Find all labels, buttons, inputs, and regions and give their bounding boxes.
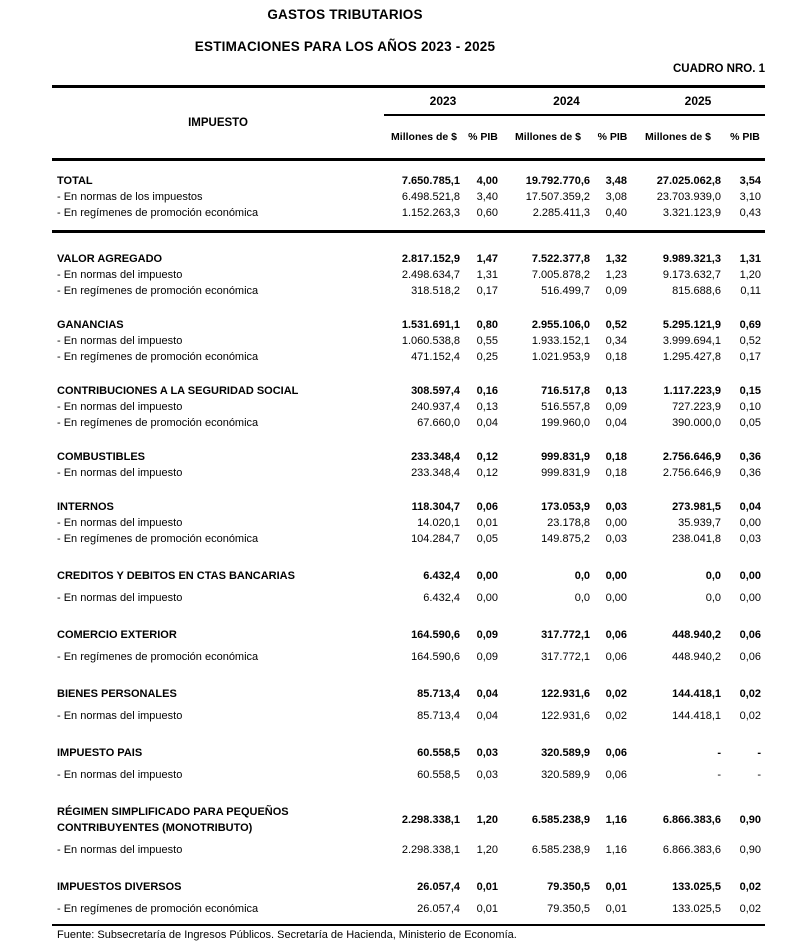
pib-value-cell: 0,18 — [605, 451, 627, 463]
pib-value-cell: 0,18 — [605, 351, 627, 363]
row-label: CONTRIBUCIONES A LA SEGURIDAD SOCIAL — [57, 385, 299, 397]
millones-value-cell: 144.418,1 — [672, 710, 721, 722]
pib-value-cell: 3,48 — [605, 175, 627, 187]
pib-value-cell: 0,43 — [739, 207, 761, 219]
millones-value-cell: 1.117.223,9 — [663, 385, 721, 397]
pib-value-cell: 0,00 — [739, 517, 761, 529]
pib-value-cell: 0,04 — [739, 501, 761, 513]
millones-value-cell: 2.756.646,9 — [662, 467, 721, 479]
row-label: - En normas del impuesto — [57, 769, 183, 781]
pib-value-cell: 0,00 — [476, 570, 498, 582]
millones-value-cell: 0,0 — [574, 570, 590, 582]
row-label: COMBUSTIBLES — [57, 451, 145, 463]
pib-value-cell: 0,55 — [476, 335, 498, 347]
row-label: TOTAL — [57, 175, 93, 187]
pib-value-cell: 0,10 — [739, 401, 761, 413]
row-label: - En normas del impuesto — [57, 710, 183, 722]
millones-value-cell: 2.955.106,0 — [531, 319, 590, 331]
millones-value-cell: 35.939,7 — [678, 517, 721, 529]
tax-category-row — [52, 449, 765, 465]
tax-category-row — [52, 383, 765, 399]
pib-value-cell: 0,05 — [476, 533, 498, 545]
millones-value-cell: 26.057,4 — [417, 903, 460, 915]
row-label: - En normas del impuesto — [57, 517, 183, 529]
millones-value-cell: 85.713,4 — [417, 710, 460, 722]
row-label: COMERCIO EXTERIOR — [57, 629, 177, 641]
pib-value-cell: 0,02 — [739, 881, 761, 893]
table-section — [52, 804, 765, 858]
millones-value-cell: 273.981,5 — [672, 501, 721, 513]
millones-value-cell: 6.498.521,8 — [401, 191, 460, 203]
row-label: - En normas del impuesto — [57, 592, 183, 604]
pib-value-cell: 0,02 — [605, 688, 627, 700]
pib-value-cell: 0,04 — [476, 710, 498, 722]
row-label: CREDITOS Y DEBITOS EN CTAS BANCARIAS — [57, 570, 295, 582]
pib-value-cell: 0,02 — [605, 710, 627, 722]
pib-value-cell: 0,05 — [739, 417, 761, 429]
tax-detail-row — [52, 842, 765, 858]
pib-value-cell: 0,17 — [739, 351, 761, 363]
millones-value-cell: 240.937,4 — [411, 401, 460, 413]
pib-value-cell: 0,00 — [605, 592, 627, 604]
row-label: - En normas del impuesto — [57, 401, 183, 413]
tax-detail-row — [52, 333, 765, 349]
pib-value-cell: 0,04 — [476, 688, 498, 700]
pib-value-cell: - — [757, 769, 761, 781]
millones-value-cell: 999.831,9 — [541, 451, 590, 463]
millones-value-cell: 133.025,5 — [672, 881, 721, 893]
table-section — [52, 568, 765, 606]
tax-detail-row — [52, 415, 765, 431]
millones-value-cell: 448.940,2 — [672, 651, 721, 663]
millones-value-cell: 320.589,9 — [541, 769, 590, 781]
pib-value-cell: 0,00 — [476, 592, 498, 604]
table-section — [52, 251, 765, 299]
millones-value-cell: 26.057,4 — [417, 881, 460, 893]
tax-category-row — [52, 251, 765, 267]
pib-value-cell: 1,31 — [739, 253, 761, 265]
pib-value-cell: 0,01 — [476, 517, 498, 529]
millones-value-cell: 815.688,6 — [672, 285, 721, 297]
millones-value-cell: 6.585.238,9 — [531, 814, 590, 826]
millones-value-cell: 6.866.383,6 — [662, 844, 721, 856]
millones-value-cell: 1.531.691,1 — [401, 319, 460, 331]
pib-value-cell: 0,02 — [739, 688, 761, 700]
millones-value-cell: 23.178,8 — [547, 517, 590, 529]
row-label: RÉGIMEN SIMPLIFICADO PARA PEQUEÑOS CONTRIBUYENTES (MONOTRIBUTO) — [57, 806, 289, 834]
millones-value-cell: 2.756.646,9 — [662, 451, 721, 463]
tax-category-row — [52, 173, 765, 189]
pib-value-cell: 0,12 — [476, 451, 498, 463]
millones-value-cell: 118.304,7 — [411, 501, 460, 513]
millones-value-cell: 448.940,2 — [672, 629, 721, 641]
pib-value-cell: 0,03 — [476, 747, 498, 759]
impuesto-column-header: IMPUESTO — [188, 117, 248, 129]
millones-value-cell: 2.498.634,7 — [401, 269, 460, 281]
row-label: - En regímenes de promoción económica — [57, 285, 259, 297]
millones-value-cell: 2.298.338,1 — [401, 844, 460, 856]
pib-value-cell: 0,90 — [739, 814, 761, 826]
pib-value-cell: 3,54 — [739, 175, 761, 187]
tax-detail-row — [52, 901, 765, 917]
pib-value-cell: 0,09 — [605, 285, 627, 297]
pib-value-cell: 1,16 — [605, 844, 627, 856]
millones-value-cell: 1.060.538,8 — [401, 335, 460, 347]
table-section — [52, 627, 765, 665]
section-divider-rule — [52, 230, 765, 233]
millones-value-cell: 199.960,0 — [541, 417, 590, 429]
millones-value-cell: 999.831,9 — [541, 467, 590, 479]
row-label: INTERNOS — [57, 501, 114, 513]
pib-value-cell: 4,00 — [476, 175, 498, 187]
tax-detail-row — [52, 531, 765, 547]
millones-value-cell: 1.295.427,8 — [662, 351, 721, 363]
row-label: BIENES PERSONALES — [57, 688, 177, 700]
tax-detail-row — [52, 767, 765, 783]
tax-detail-row — [52, 590, 765, 606]
millones-value-cell: 3.321.123,9 — [662, 207, 721, 219]
pib-value-cell: 1,47 — [476, 253, 498, 265]
tax-detail-row — [52, 205, 765, 221]
table-section — [52, 383, 765, 431]
year-column-header-2023: 2023 — [429, 94, 457, 108]
page-subtitle: ESTIMACIONES PARA LOS AÑOS 2023 - 2025 — [194, 39, 496, 54]
tax-category-row — [52, 568, 765, 584]
pib-value-cell: 0,09 — [476, 651, 498, 663]
millones-value-cell: 5.295.121,9 — [662, 319, 721, 331]
millones-value-cell: 320.589,9 — [541, 747, 590, 759]
pib-value-cell: 0,13 — [476, 401, 498, 413]
row-label: - En normas del impuesto — [57, 467, 183, 479]
pib-value-cell: 0,06 — [605, 629, 627, 641]
table-section — [52, 745, 765, 783]
pib-value-cell: 1,20 — [476, 844, 498, 856]
pib-value-cell: 0,15 — [739, 385, 761, 397]
millones-value-cell: 79.350,5 — [547, 881, 590, 893]
pib-value-cell: 0,01 — [605, 881, 627, 893]
millones-value-cell: 60.558,5 — [417, 747, 460, 759]
pib-value-cell: 0,03 — [739, 533, 761, 545]
pib-value-cell: 1,31 — [476, 269, 498, 281]
tax-category-row — [52, 879, 765, 895]
row-label: - En normas de los impuestos — [57, 191, 203, 203]
millones-value-cell: 0,0 — [705, 592, 721, 604]
millones-value-cell: 27.025.062,8 — [656, 175, 721, 187]
pib-value-cell: 0,06 — [739, 651, 761, 663]
pib-header-2025: % PIB — [730, 131, 760, 143]
millones-value-cell: 7.005.878,2 — [531, 269, 590, 281]
pib-value-cell: 0,01 — [605, 903, 627, 915]
row-label: - En regímenes de promoción económica — [57, 533, 259, 545]
pib-value-cell: 3,10 — [739, 191, 761, 203]
pib-value-cell: 0,04 — [605, 417, 627, 429]
pib-value-cell: 0,09 — [476, 629, 498, 641]
pib-value-cell: 0,12 — [476, 467, 498, 479]
millones-value-cell: 122.931,6 — [541, 688, 590, 700]
millones-value-cell: 1.021.953,9 — [531, 351, 590, 363]
pib-value-cell: 0,03 — [605, 501, 627, 513]
millones-value-cell: 516.557,8 — [541, 401, 590, 413]
millones-value-cell: 233.348,4 — [411, 467, 460, 479]
millones-value-cell: 727.223,9 — [672, 401, 721, 413]
pib-value-cell: 0,36 — [739, 467, 761, 479]
tax-detail-row — [52, 708, 765, 724]
pib-value-cell: 0,40 — [605, 207, 627, 219]
pib-value-cell: 1,23 — [605, 269, 627, 281]
millones-value-cell: 2.285.411,3 — [532, 207, 590, 219]
millones-value-cell: 6.866.383,6 — [662, 814, 721, 826]
millones-value-cell: 164.590,6 — [411, 651, 460, 663]
millones-header-2025: Millones de $ — [645, 131, 711, 143]
pib-value-cell: 1,16 — [605, 814, 627, 826]
millones-value-cell: 9.173.632,7 — [662, 269, 721, 281]
millones-value-cell: 308.597,4 — [411, 385, 460, 397]
millones-value-cell: 104.284,7 — [411, 533, 460, 545]
millones-value-cell: 23.703.939,0 — [656, 191, 721, 203]
millones-value-cell: 0,0 — [705, 570, 721, 582]
pib-value-cell: 3,40 — [476, 191, 498, 203]
year-column-header-2024: 2024 — [553, 94, 580, 108]
millones-value-cell: - — [717, 769, 721, 781]
millones-value-cell: 6.585.238,9 — [531, 844, 590, 856]
tax-detail-row — [52, 649, 765, 665]
pib-value-cell: 0,06 — [739, 629, 761, 641]
table-body — [52, 161, 765, 924]
millones-value-cell: 19.792.770,6 — [525, 175, 590, 187]
pib-header-2023: % PIB — [468, 131, 498, 143]
pib-value-cell: 0,69 — [739, 319, 761, 331]
year-column-header-2025: 2025 — [684, 94, 712, 108]
pib-value-cell: 0,80 — [476, 319, 498, 331]
tax-category-row — [52, 317, 765, 333]
row-label: IMPUESTO PAIS — [57, 747, 143, 759]
pib-value-cell: 0,06 — [605, 651, 627, 663]
millones-value-cell: 1.152.263,3 — [401, 207, 460, 219]
millones-value-cell: 238.041,8 — [672, 533, 721, 545]
pib-value-cell: 0,11 — [740, 285, 761, 297]
millones-value-cell: 2.817.152,9 — [401, 253, 460, 265]
tax-detail-row — [52, 515, 765, 531]
millones-value-cell: 233.348,4 — [411, 451, 460, 463]
millones-value-cell: 67.660,0 — [417, 417, 460, 429]
millones-value-cell: 9.989.321,3 — [662, 253, 721, 265]
table-section — [52, 879, 765, 917]
row-label: - En regímenes de promoción económica — [57, 417, 259, 429]
pib-value-cell: 0,00 — [605, 570, 627, 582]
millones-value-cell: 173.053,9 — [541, 501, 590, 513]
table-number-label: CUADRO NRO. 1 — [672, 63, 765, 75]
millones-value-cell: 7.522.377,8 — [531, 253, 590, 265]
millones-value-cell: 390.000,0 — [672, 417, 721, 429]
pib-value-cell: 0,00 — [739, 570, 761, 582]
millones-value-cell: 317.772,1 — [541, 651, 590, 663]
tax-category-row — [52, 804, 765, 836]
table-content-area — [52, 85, 765, 941]
table-section — [52, 317, 765, 365]
millones-header-2024: Millones de $ — [515, 131, 581, 143]
millones-value-cell: 6.432,4 — [423, 570, 460, 582]
tax-detail-row — [52, 399, 765, 415]
row-label: - En regímenes de promoción económica — [57, 207, 259, 219]
millones-value-cell: 122.931,6 — [541, 710, 590, 722]
pib-value-cell: 0,09 — [605, 401, 627, 413]
table-section — [52, 686, 765, 724]
subcolumn-header-row — [384, 116, 765, 158]
pib-value-cell: 0,01 — [476, 903, 498, 915]
millones-value-cell: 60.558,5 — [417, 769, 460, 781]
millones-value-cell: 516.499,7 — [541, 285, 590, 297]
millones-value-cell: 1.933.152,1 — [531, 335, 590, 347]
millones-value-cell: 17.507.359,2 — [525, 191, 590, 203]
millones-value-cell: 0,0 — [574, 592, 590, 604]
millones-value-cell: 133.025,5 — [672, 903, 721, 915]
millones-value-cell: 85.713,4 — [417, 688, 460, 700]
pib-value-cell: 0,34 — [605, 335, 627, 347]
pib-value-cell: 0,03 — [476, 769, 498, 781]
page-title: GASTOS TRIBUTARIOS — [267, 7, 423, 22]
pib-value-cell: 0,06 — [605, 747, 627, 759]
pib-value-cell: 0,90 — [739, 844, 761, 856]
pib-value-cell: 0,02 — [739, 710, 761, 722]
row-label: - En normas del impuesto — [57, 335, 183, 347]
table-section — [52, 173, 765, 221]
pib-value-cell: 0,36 — [739, 451, 761, 463]
table-section — [52, 499, 765, 547]
pib-value-cell: 0,60 — [476, 207, 498, 219]
row-label: IMPUESTOS DIVERSOS — [57, 881, 182, 893]
millones-header-2023: Millones de $ — [391, 131, 457, 143]
millones-value-cell: 6.432,4 — [423, 592, 460, 604]
pib-value-cell: 0,00 — [605, 517, 627, 529]
millones-value-cell: 2.298.338,1 — [401, 814, 460, 826]
tax-expenditure-table — [52, 85, 765, 926]
pib-value-cell: 0,18 — [605, 467, 627, 479]
tax-category-row — [52, 627, 765, 643]
pib-header-2024: % PIB — [597, 131, 628, 143]
source-note: Fuente: Subsecretaría de Ingresos Públicos. Secretaría de Hacienda, Ministerio de Economía. — [57, 929, 517, 941]
pib-value-cell: 0,06 — [476, 501, 498, 513]
tax-category-row — [52, 499, 765, 515]
pib-value-cell: 0,02 — [739, 903, 761, 915]
millones-value-cell: 79.350,5 — [547, 903, 590, 915]
millones-value-cell: 317.772,1 — [541, 629, 590, 641]
tax-detail-row — [52, 465, 765, 481]
tax-detail-row — [52, 189, 765, 205]
row-label: - En normas del impuesto — [57, 844, 183, 856]
tax-detail-row — [52, 349, 765, 365]
pib-value-cell: 0,03 — [605, 533, 627, 545]
year-columns-header — [384, 88, 765, 158]
pib-value-cell: 1,32 — [605, 253, 627, 265]
row-label: - En normas del impuesto — [57, 269, 183, 281]
tax-category-row — [52, 745, 765, 761]
pib-value-cell: 0,06 — [605, 769, 627, 781]
row-label: - En regímenes de promoción económica — [57, 351, 259, 363]
millones-value-cell: 144.418,1 — [672, 688, 721, 700]
pib-value-cell: 0,17 — [476, 285, 498, 297]
tax-detail-row — [52, 283, 765, 299]
millones-value-cell: 14.020,1 — [417, 517, 460, 529]
pib-value-cell: 0,25 — [476, 351, 498, 363]
millones-value-cell: 318.518,2 — [411, 285, 460, 297]
pib-value-cell: 0,01 — [476, 881, 498, 893]
millones-value-cell: - — [717, 747, 721, 759]
row-label: - En regímenes de promoción económica — [57, 651, 259, 663]
row-label: VALOR AGREGADO — [57, 253, 163, 265]
millones-value-cell: 716.517,8 — [541, 385, 590, 397]
table-section — [52, 449, 765, 481]
pib-value-cell: 0,16 — [476, 385, 498, 397]
pib-value-cell: 0,52 — [605, 319, 627, 331]
pib-value-cell: 3,08 — [605, 191, 627, 203]
tax-category-row — [52, 686, 765, 702]
pib-value-cell: 1,20 — [476, 814, 498, 826]
millones-value-cell: 164.590,6 — [411, 629, 460, 641]
pib-value-cell: - — [757, 747, 761, 759]
millones-value-cell: 3.999.694,1 — [662, 335, 721, 347]
pib-value-cell: 0,04 — [476, 417, 498, 429]
millones-value-cell: 471.152,4 — [411, 351, 460, 363]
tax-detail-row — [52, 267, 765, 283]
pib-value-cell: 0,13 — [605, 385, 627, 397]
millones-value-cell: 149.875,2 — [541, 533, 590, 545]
millones-value-cell: 7.650.785,1 — [401, 175, 460, 187]
row-label: - En regímenes de promoción económica — [57, 903, 259, 915]
pib-value-cell: 0,00 — [739, 592, 761, 604]
row-label: GANANCIAS — [57, 319, 124, 331]
table-header — [52, 88, 765, 161]
pib-value-cell: 1,20 — [739, 269, 761, 281]
pib-value-cell: 0,52 — [739, 335, 761, 347]
year-header-row — [384, 88, 765, 116]
